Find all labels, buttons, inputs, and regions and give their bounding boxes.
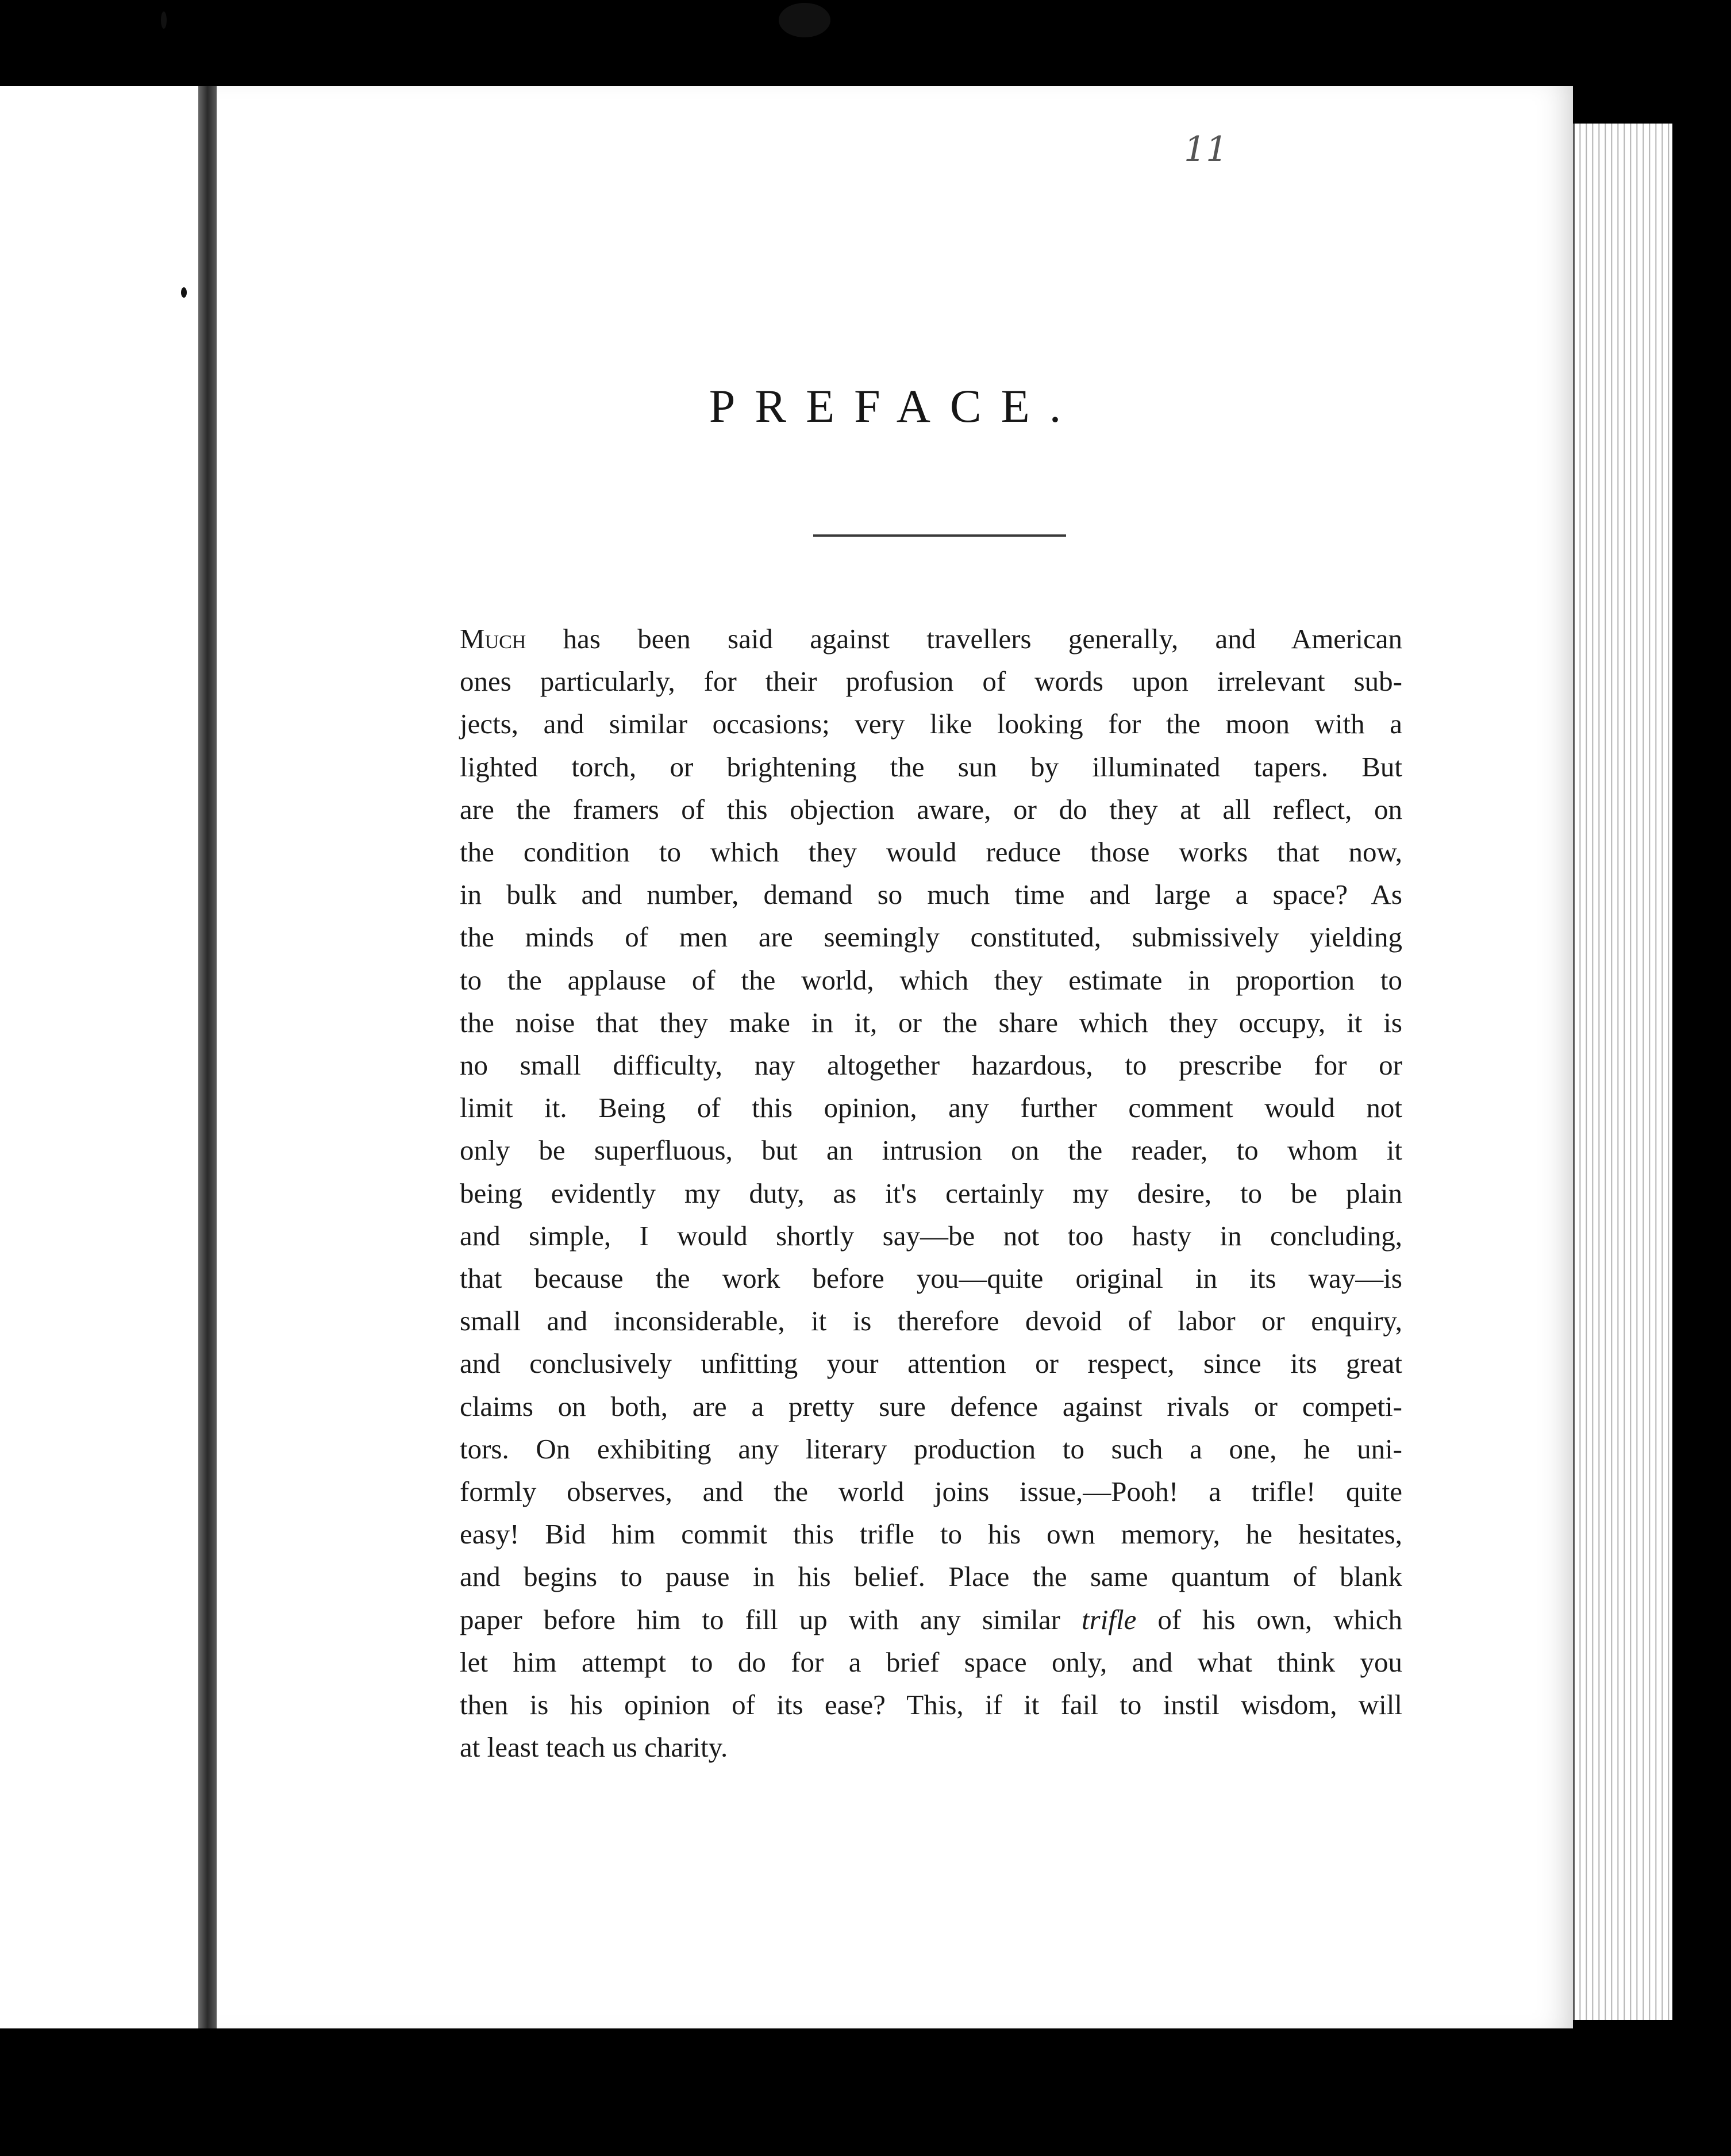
ink-blot [779, 3, 830, 37]
line-text: limit it. Being of this opinion, any further comment would not [460, 1092, 1402, 1124]
line-text: tors. On exhibiting any literary production to such a one, he uni- [460, 1433, 1402, 1465]
body-line [460, 1172, 1402, 1215]
body-line [460, 1002, 1402, 1044]
left-page-edge [0, 86, 207, 2028]
body-line [460, 1129, 1402, 1172]
ink-mark [161, 11, 167, 29]
body-line [460, 1342, 1402, 1385]
body-line [460, 1300, 1402, 1342]
italic-word: trifle [1082, 1603, 1137, 1635]
body-line [460, 873, 1402, 916]
body-line [460, 1599, 1402, 1641]
line-text: small and inconsiderable, it is therefore devoid of labor or enquiry, [460, 1305, 1402, 1337]
body-line [460, 703, 1402, 745]
body-line [460, 1385, 1402, 1428]
page-number: 11 [1184, 129, 1228, 170]
line-text: formly observes, and the world joins issue,—Pooh! a trifle! quite [460, 1476, 1402, 1508]
body-line [460, 1215, 1402, 1257]
line-text: at least teach us charity. [460, 1731, 728, 1764]
line-text: the minds of men are seemingly constituted, submissively yielding [460, 921, 1402, 953]
line-text: the condition to which they would reduce those works that now, [460, 836, 1402, 868]
body-line [460, 1087, 1402, 1129]
body-line [460, 1428, 1402, 1470]
line-text: being evidently my duty, as it's certainly my desire, to be plain [460, 1177, 1402, 1209]
line-text: no small difficulty, nay altogether hazardous, to prescribe for or [460, 1049, 1402, 1081]
body-line [460, 1641, 1402, 1684]
line-text: that because the work before you—quite original in its way—is [460, 1262, 1402, 1295]
page-title: PREFACE. [709, 380, 1081, 432]
line-text: easy! Bid him commit this trifle to his own memory, he hesitates, [460, 1518, 1402, 1550]
ink-mark [181, 287, 187, 298]
line-text: of his own, which [1136, 1603, 1402, 1635]
line-text: and conclusively unfitting your attention or respect, since its great [460, 1348, 1402, 1380]
line-text: lighted torch, or brightening the sun by illuminated tapers. But [460, 750, 1402, 783]
book-gutter [198, 86, 217, 2028]
page-edges [1573, 124, 1672, 2020]
line-text: and begins to pause in his belief. Place the same quantum of blank [460, 1561, 1402, 1593]
body-line [460, 1684, 1402, 1726]
line-text: let him attempt to do for a brief space only, and what think you [460, 1646, 1402, 1678]
preface-body [460, 618, 1402, 1769]
body-line [460, 1257, 1402, 1300]
title-rule [813, 534, 1066, 537]
body-line [460, 1470, 1402, 1513]
body-line [460, 788, 1402, 831]
line-text: jects, and similar occasions; very like looking for the moon with a [460, 708, 1402, 740]
line-text: paper before him to fill up with any similar [460, 1603, 1082, 1635]
body-line [460, 618, 1402, 660]
line-text: and simple, I would shortly say—be not too hasty in concluding, [460, 1219, 1402, 1252]
line-text: has been said against travellers generally, and American [526, 623, 1402, 654]
line-text: only be superfluous, but an intrusion on the reader, to whom it [460, 1134, 1402, 1166]
body-line [460, 1513, 1402, 1556]
small-caps-word: Much [460, 623, 526, 654]
body-line [460, 959, 1402, 1002]
line-text: to the applause of the world, which they estimate in proportion to [460, 964, 1402, 996]
body-line [460, 1726, 1402, 1769]
body-line [460, 746, 1402, 788]
body-line [460, 1556, 1402, 1598]
line-text: are the framers of this objection aware, or do they at all reflect, on [460, 793, 1402, 825]
line-text: then is his opinion of its ease? This, if it fail to instil wisdom, will [460, 1689, 1402, 1721]
line-text: the noise that they make in it, or the share which they occupy, it is [460, 1006, 1402, 1038]
body-line [460, 660, 1402, 703]
body-line [460, 831, 1402, 873]
line-text: ones particularly, for their profusion of words upon irrelevant sub- [460, 665, 1402, 698]
line-text: claims on both, are a pretty sure defence against rivals or competi- [460, 1390, 1402, 1422]
body-line [460, 916, 1402, 958]
body-line [460, 1044, 1402, 1087]
line-text: in bulk and number, demand so much time and large a space? As [460, 879, 1402, 911]
